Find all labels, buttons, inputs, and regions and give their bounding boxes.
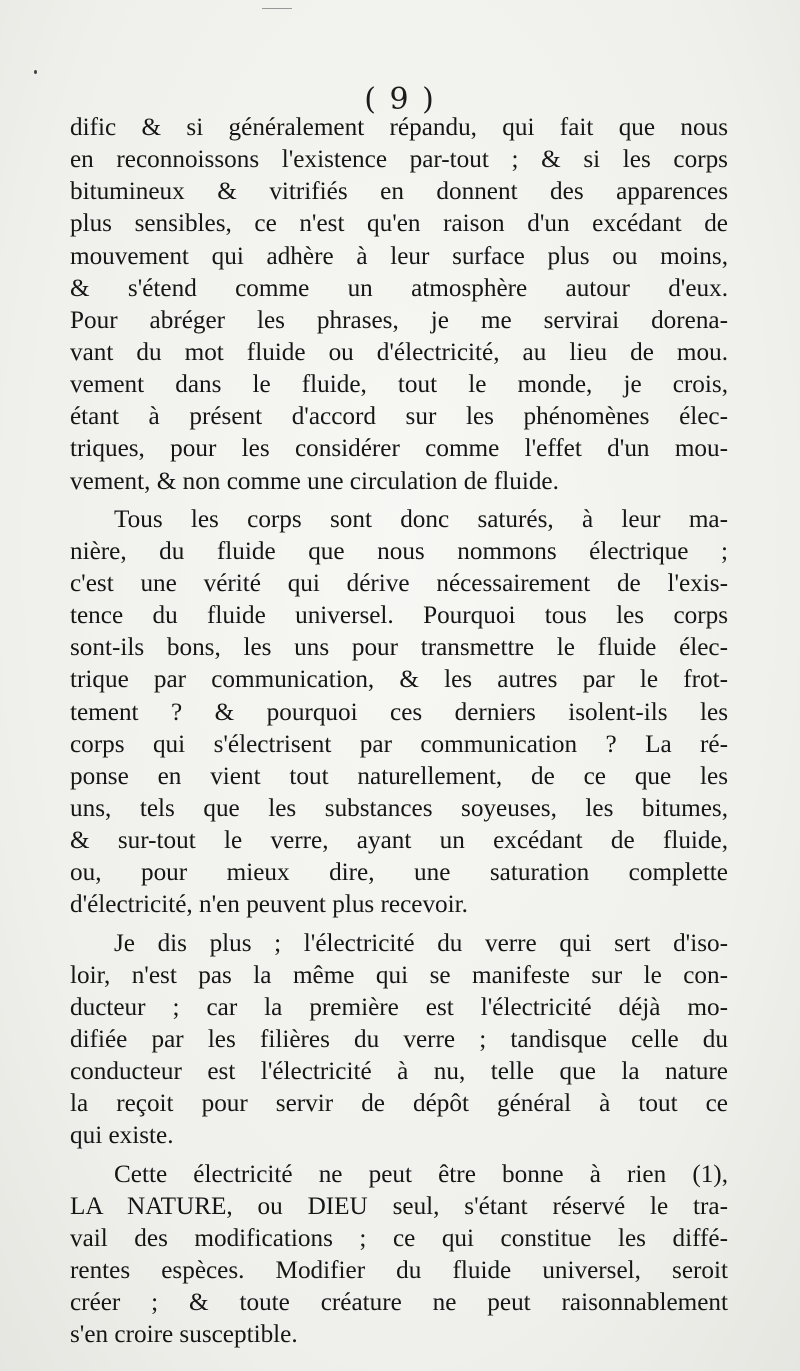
paragraph-2 — [70, 504, 728, 922]
text-line: Je dis plus ; l'électricité du verre qui sert d'iso- — [114, 929, 728, 957]
text-line: nière, du fluide que nous nommons électrique ; — [70, 537, 728, 565]
text-line: tement ? & pourquoi ces derniers isolent-ils les — [70, 698, 728, 726]
text-line: ponse en vient tout naturellement, de ce que les — [70, 762, 728, 790]
body-text — [70, 112, 728, 1351]
text-line: créer ; & toute créature ne peut raisonnablement — [70, 1289, 728, 1317]
text-line: loir, n'est pas la même qui se manifeste sur le con- — [70, 961, 728, 989]
text-line: vement dans le fluide, tout le monde, je crois, — [70, 371, 728, 399]
text-line: tence du fluide universel. Pourquoi tous les corps — [70, 602, 728, 630]
text-line: Tous les corps sont donc saturés, à leur ma- — [114, 505, 728, 533]
paragraph-3 — [70, 928, 728, 1153]
text-line: étant à présent d'accord sur les phénomènes élec- — [70, 403, 728, 431]
text-line: mouvement qui adhère à leur surface plus ou moins, — [70, 242, 728, 270]
text-line: d'électricité, n'en peuvent plus recevoir. — [70, 891, 468, 919]
paragraph-4 — [70, 1159, 728, 1352]
text-line: difiée par les filières du verre ; tandisque celle du — [70, 1025, 728, 1053]
text-line: Cette électricité ne peut être bonne à rien (1), — [114, 1160, 728, 1188]
text-line: la reçoit pour servir de dépôt général à tout ce — [70, 1090, 728, 1118]
text-line: s'en croire susceptible. — [70, 1321, 298, 1349]
text-line: dific & si généralement répandu, qui fait que nous — [70, 114, 728, 141]
text-line: triques, pour les considérer comme l'effet d'un mou- — [70, 435, 728, 463]
text-line: c'est une vérité qui dérive nécessairement de l'exis- — [70, 569, 728, 597]
text-line: ou, pour mieux dire, une saturation complette — [70, 859, 728, 887]
text-line: conducteur est l'électricité à nu, telle que la nature — [70, 1058, 728, 1086]
text-line: & s'étend comme un atmosphère autour d'eux. — [70, 274, 728, 302]
text-line: plus sensibles, ce n'est qu'en raison d'un excédant de — [70, 210, 728, 238]
page-number: ( 9 ) — [364, 82, 436, 117]
text-line: qui existe. — [70, 1122, 174, 1150]
text-line: vant du mot fluide ou d'électricité, au lieu de mou. — [70, 338, 728, 366]
text-line: sont-ils bons, les uns pour transmettre le fluide élec- — [70, 634, 728, 662]
text-line: vail des modifications ; ce qui constitue les diffé- — [70, 1224, 728, 1252]
text-line: rentes espèces. Modifier du fluide universel, seroit — [70, 1256, 728, 1284]
text-line: bitumineux & vitrifiés en donnent des apparences — [70, 178, 728, 206]
text-line: corps qui s'électrisent par communication ? La ré- — [70, 730, 728, 758]
ink-speck — [34, 70, 37, 74]
text-line: & sur-tout le verre, ayant un excédant de fluide, — [70, 827, 728, 855]
paragraph-1 — [70, 112, 728, 498]
text-line: ducteur ; car la première est l'électricité déjà mo- — [70, 993, 728, 1021]
text-line: vement, & non comme une circulation de fluide. — [70, 467, 559, 495]
ink-speck — [262, 8, 292, 9]
text-line: uns, tels que les substances soyeuses, les bitumes, — [70, 794, 728, 822]
text-line: trique par communication, & les autres par le frot- — [70, 666, 728, 694]
text-line: Pour abréger les phrases, je me servirai dorena- — [70, 306, 728, 334]
text-line: en reconnoissons l'existence par-tout ; & si les corps — [70, 146, 728, 174]
text-line: LA NATURE, ou DIEU seul, s'étant réservé le tra- — [70, 1192, 728, 1220]
